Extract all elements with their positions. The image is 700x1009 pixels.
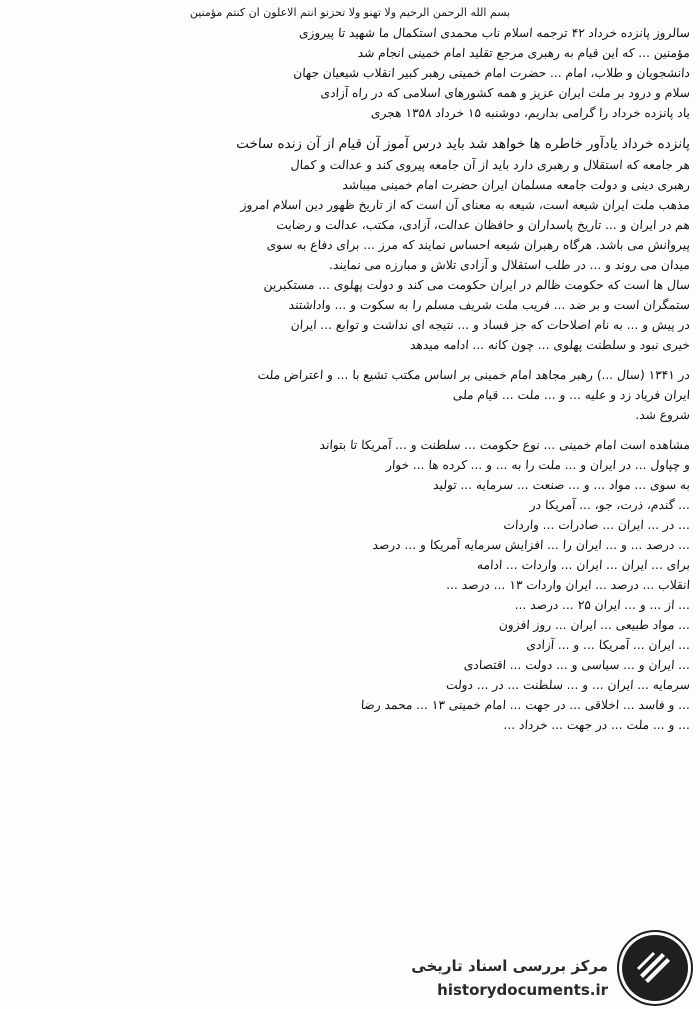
text-line: مذهب ملت ایران شیعه است، شیعه به معنای آن است که از تاریخ ظهور دین اسلام امروز <box>240 198 691 212</box>
text-line: سالروز پانزده خرداد ۴۲ ترجمه اسلام ناب محمدی استکمال ما شهید تا پیروزی <box>298 26 691 40</box>
text-line: ... درصد ... و ... ایران را ... افزایش سرمایه آمریکا و ... درصد <box>372 538 691 552</box>
paragraph-2 <box>10 133 690 355</box>
watermark-name: مرکز بررسی اسناد تاریخی <box>411 957 608 975</box>
text-line: دانشجویان و طلاب، امام ... حضرت امام خمینی رهبر کبیر انقلاب شیعیان جهان <box>292 66 691 80</box>
text-line: به سوی ... مواد ... و ... صنعت ... سرمایه ... تولید <box>432 478 691 492</box>
paragraph-3 <box>10 365 690 425</box>
text-line: ستمگران است و بر ضد ... فریب ملت شریف مسلم را به سکوت و ... واداشتند <box>288 298 691 312</box>
text-line: ... مواد طبیعی ... ایران ... روز افزون <box>498 618 691 632</box>
text-line: هم در ایران و ... تاریخ پاسداران و حافظان عدالت، آزادی، مکتب، عدالت و رضایت <box>275 218 691 232</box>
text-line: ... گندم، ذرت، جو، ... آمریکا در <box>529 498 691 512</box>
text-line: ... و ... ملت ... در جهت ... خرداد ... <box>503 718 691 732</box>
text-line: مشاهده است امام خمینی ... نوع حکومت ... سلطنت و ... آمریکا تا بتواند <box>319 438 691 452</box>
text-line: در پیش و ... به نام اصلاحات که جز فساد و ... نتیجه ای نداشت و توابع ... ایران <box>290 318 691 332</box>
paragraph-title: پانزده خرداد یادآور خاطره ها خواهد شد باید درس آموز آن قیام از آن زنده ساخت <box>235 136 691 152</box>
paragraph-4 <box>10 435 690 735</box>
document-stack-icon <box>622 935 688 1001</box>
text-line: در ۱۳۴۱ (سال ...) رهبر مجاهد امام خمینی بر اساس مکتب تشیع با ... و اعتراض ملت <box>257 368 691 382</box>
text-line: رهبری دینی و دولت جامعه مسلمان ایران حضرت امام خمینی میباشد <box>342 178 691 192</box>
text-line: ... از ... و ... ایران ۲۵ ... درصد ... <box>514 598 691 612</box>
text-line: میدان می روند و ... در طلب استقلال و آزادی تلاش و مبارزه می نمایند. <box>328 258 691 272</box>
text-line: انقلاب ... درصد ... ایران واردات ۱۳ ... درصد ... <box>445 578 691 592</box>
text-line: ایران فریاد زد و علیه ... و ... ملت ... قیام ملی <box>452 388 691 402</box>
text-line: پیروانش می باشد. هرگاه رهبران شیعه احساس نمایند که مرز ... برای دفاع به سوی <box>266 238 691 252</box>
text-line: ... ایران ... آمریکا ... و ... آزادی <box>526 638 691 652</box>
text-line: سال ها است که حکومت ظالم در ایران حکومت می کند و دولت پهلوی ... مستکبرین <box>263 278 691 292</box>
text-line: و چپاول ... در ایران و ... ملت را به ... و ... کرده ها ... خوار <box>385 458 691 472</box>
text-line: برای ... ایران ... ایران ... واردات ... ادامه <box>476 558 691 572</box>
text-line: خیری نبود و سلطنت پهلوی ... چون کانه ... ادامه میدهد <box>409 338 691 352</box>
text-line: شروع شد. <box>635 408 691 422</box>
paragraph-1 <box>10 23 690 123</box>
text-line: سلام و درود بر ملت ایران عزیز و همه کشورهای اسلامی که در راه آزادی <box>320 86 691 100</box>
text-line: یاد پانزده خرداد را گرامی بداریم، دوشنبه ۱۵ خرداد ۱۳۵۸ هجری <box>370 106 691 120</box>
text-line: ... و فاسد ... اخلاقی ... در جهت ... امام خمینی ۱۳ ... محمد رضا <box>360 698 691 712</box>
text-line: مؤمنین ... که این قیام به رهبری مرجع تقلید امام خمینی انجام شد <box>357 46 691 60</box>
text-line: ... ایران و ... سیاسی و ... دولت ... اقتصادی <box>463 658 691 672</box>
text-line: سرمایه ... ایران ... و ... سلطنت ... در ... دولت <box>445 678 691 692</box>
text-line: هر جامعه که استقلال و رهبری دارد باید از آن جامعه پیروی کند و عدالت و کمال <box>290 158 691 172</box>
bismillah-heading: بسم الله الرحمن الرحیم ولا تهنو ولا تحزنو انتم الاعلون ان کنتم مؤمنین <box>189 6 511 19</box>
watermark-url: historydocuments.ir <box>437 981 608 999</box>
text-line: ... در ... ایران ... صادرات ... واردات <box>503 518 691 532</box>
